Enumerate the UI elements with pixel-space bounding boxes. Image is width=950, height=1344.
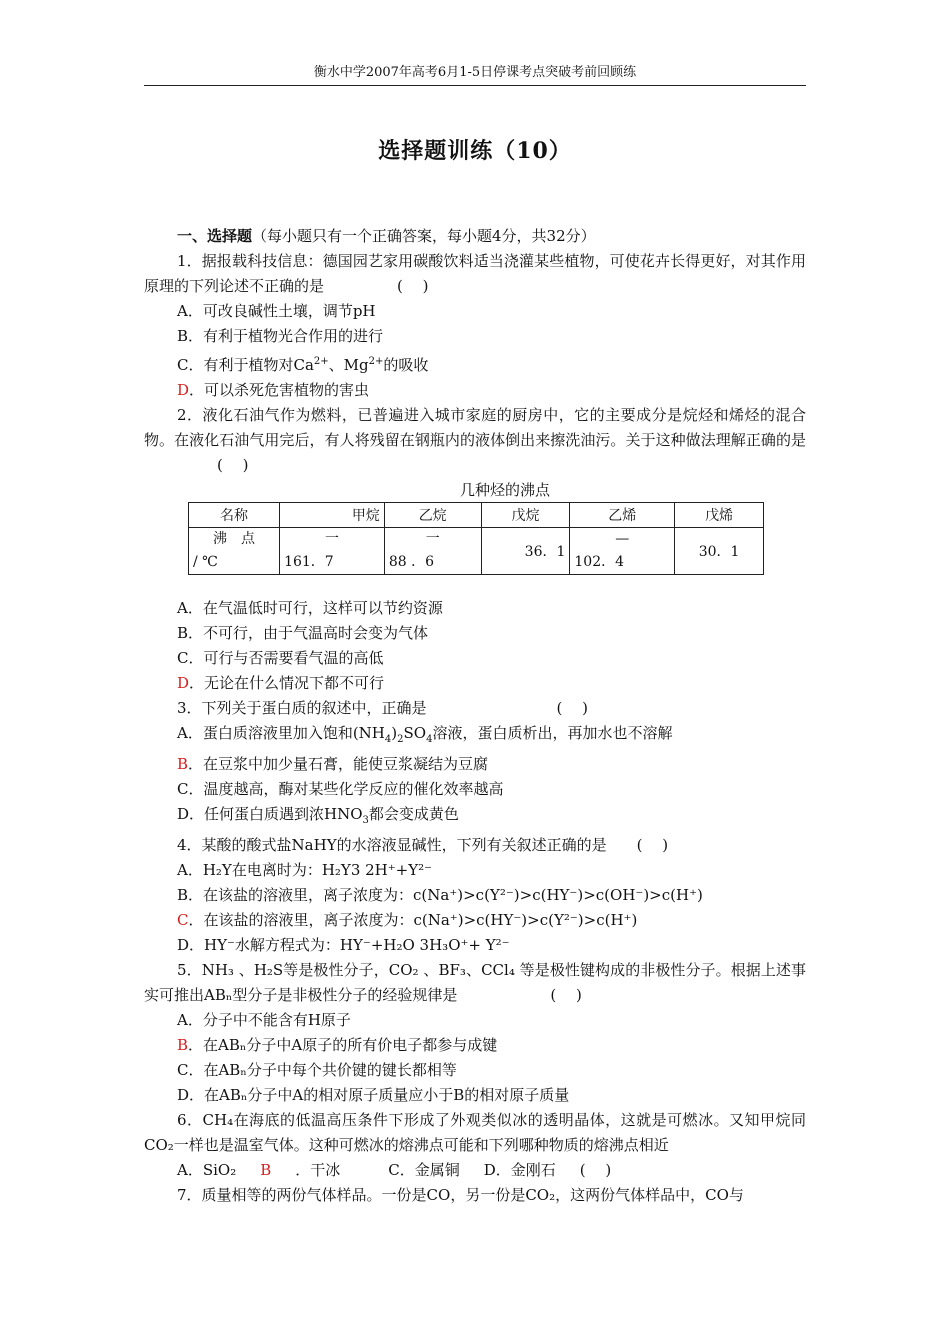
correct-answer-letter: B [177,755,189,773]
q4-option-c: C．在该盐的溶液里，离子浓度为：c(Na⁺)>c(HY⁻)>c(Y²⁻)>c(H⁺) [177,911,638,929]
page-header: 衡水中学2007年高考6月1-5日停课考点突破考前回顾练 [144,64,806,86]
q3-option-c: C．温度越高，酶对某些化学反应的催化效率越高 [177,780,504,798]
question-2-stem [144,403,806,478]
q6-option-b: B ．干冰 [260,1161,341,1179]
answer-paren: ( ) [579,1161,612,1179]
table-header-cell: 甲烷 [280,503,385,528]
table-caption: 几种烃的沸点 [459,481,550,499]
q3-option-a: A．蛋白质溶液里加入饱和$(NH_4)_2SO_4$溶液，蛋白质析出，再加水也不溶解 [177,724,673,745]
table-row-label: 沸 点 / ℃ [189,528,280,575]
table-cell: 36．1 [481,528,570,575]
question-3-text: 3．下列关于蛋白质的叙述中，正确是 [177,699,427,717]
q5-option-d: D．在ABₙ分子中A的相对原子质量应小于B的相对原子质量 [177,1086,570,1104]
correct-answer-letter: D [177,381,190,399]
q4-option-a: A．H₂Y在电离时为：H₂Y3 2H⁺+Y²⁻ [177,861,433,879]
question-7-stem: 7．质量相等的两份气体样品。一份是CO，另一份是CO₂，这两份气体样品中，CO与 [177,1186,744,1204]
question-2-text: 2．液化石油气作为燃料，已普遍进入城市家庭的厨房中，它的主要成分是烷烃和烯烃的混合物。在液化石油气用完后，有人将残留在钢瓶内的液体倒出来擦洗油污。关于这种做法理解正确的是 [144,406,806,449]
q6-option-a: A．SiO₂ [177,1161,237,1179]
correct-answer-letter: C [177,911,189,929]
table-header-cell: 名称 [189,503,280,528]
table-header-cell: 戊烷 [481,503,570,528]
q6-option-c: C．金属铜 [388,1161,460,1179]
table-cell: — 102．4 [570,528,675,575]
q3-option-d: D．任何蛋白质遇到浓$HNO_3$都会变成黄色 [177,805,459,826]
table-header-cell: 乙烯 [570,503,675,528]
correct-answer-letter: B [260,1161,272,1179]
boiling-point-table [188,502,764,575]
question-3-stem [144,696,806,721]
question-1-text: 1．据报载科技信息：德国园艺家用碳酸饮料适当浇灌某些植物，可使花卉长得更好，对其作用原理的下列论述不正确的是 [144,252,806,295]
answer-paren: ( ) [556,699,589,717]
q5-option-a: A．分子中不能含有H原子 [177,1011,351,1029]
table-header-cell: 乙烷 [384,503,481,528]
q2-option-b: B．不可行，由于气温高时会变为气体 [177,624,429,642]
q4-option-d: D．HY⁻水解方程式为：HY⁻+H₂O 3H₃O⁺+ Y²⁻ [177,936,510,954]
q5-option-b: B．在ABₙ分子中A原子的所有价电子都参与成键 [177,1036,498,1054]
q2-option-c: C．可行与否需要看气温的高低 [177,649,384,667]
q2-option-a: A．在气温低时可行，这样可以节约资源 [177,599,443,617]
q2-option-d: D．无论在什么情况下都不可行 [177,674,385,692]
question-4-stem [144,833,806,858]
table-cell: 一 161．7 [280,528,385,575]
correct-answer-letter: D [177,674,190,692]
q1-option-a: A．可改良碱性土壤，调节pH [177,302,376,320]
question-5-text: 5．NH₃ 、H₂S等是极性分子，CO₂ 、BF₃、CCl₄ 等是极性键构成的非极性分子。根据上述事实可推出ABₙ型分子是非极性分子的经验规律是 [144,961,806,1004]
section-heading [144,224,806,249]
answer-paren: ( ) [217,456,249,474]
q4-option-b: B．在该盐的溶液里，离子浓度为：c(Na⁺)>c(Y²⁻)>c(HY⁻)>c(OH⁻)>c(H⁺) [177,886,703,904]
answer-paren: ( ) [636,836,669,854]
q6-options [144,1158,806,1183]
question-6-stem: 6．CH₄在海底的低温高压条件下形成了外观类似冰的透明晶体，这就是可燃冰。又知甲烷同CO₂一样也是温室气体。这种可燃冰的熔沸点可能和下列哪种物质的熔沸点相近 [144,1111,806,1154]
table-cell: 30．1 [675,528,764,575]
question-1-stem [144,249,806,299]
table-header-row [189,503,764,528]
q6-option-d: D．金刚石 [483,1161,556,1179]
section-label: 一、选择题 [177,227,253,245]
answer-paren: ( ) [397,277,429,295]
correct-answer-letter: B [177,1036,189,1054]
q1-option-b: B．有利于植物光合作用的进行 [177,327,384,345]
q5-option-c: C．在ABₙ分子中每个共价键的键长都相等 [177,1061,457,1079]
q3-option-b: B．在豆浆中加少量石膏，能使豆浆凝结为豆腐 [177,755,489,773]
question-4-text: 4．某酸的酸式盐NaHY的水溶液显碱性，下列有关叙述正确的是 [177,836,607,854]
document-body [144,224,806,1208]
q1-option-c: C．有利于植物对$Ca^{2+}$、$Mg^{2+}$的吸收 [177,356,429,374]
answer-paren: ( ) [550,986,582,1004]
table-header-cell: 戊烯 [675,503,764,528]
question-5-stem [144,958,806,1008]
table-row [189,528,764,575]
table-cell: 一 88 ．6 [384,528,481,575]
section-note: （每小题只有一个正确答案，每小题4分，共32分） [252,227,596,245]
page-title: 选择题训练（10） [378,138,572,164]
q1-option-d: D．可以杀死危害植物的害虫 [177,381,370,399]
